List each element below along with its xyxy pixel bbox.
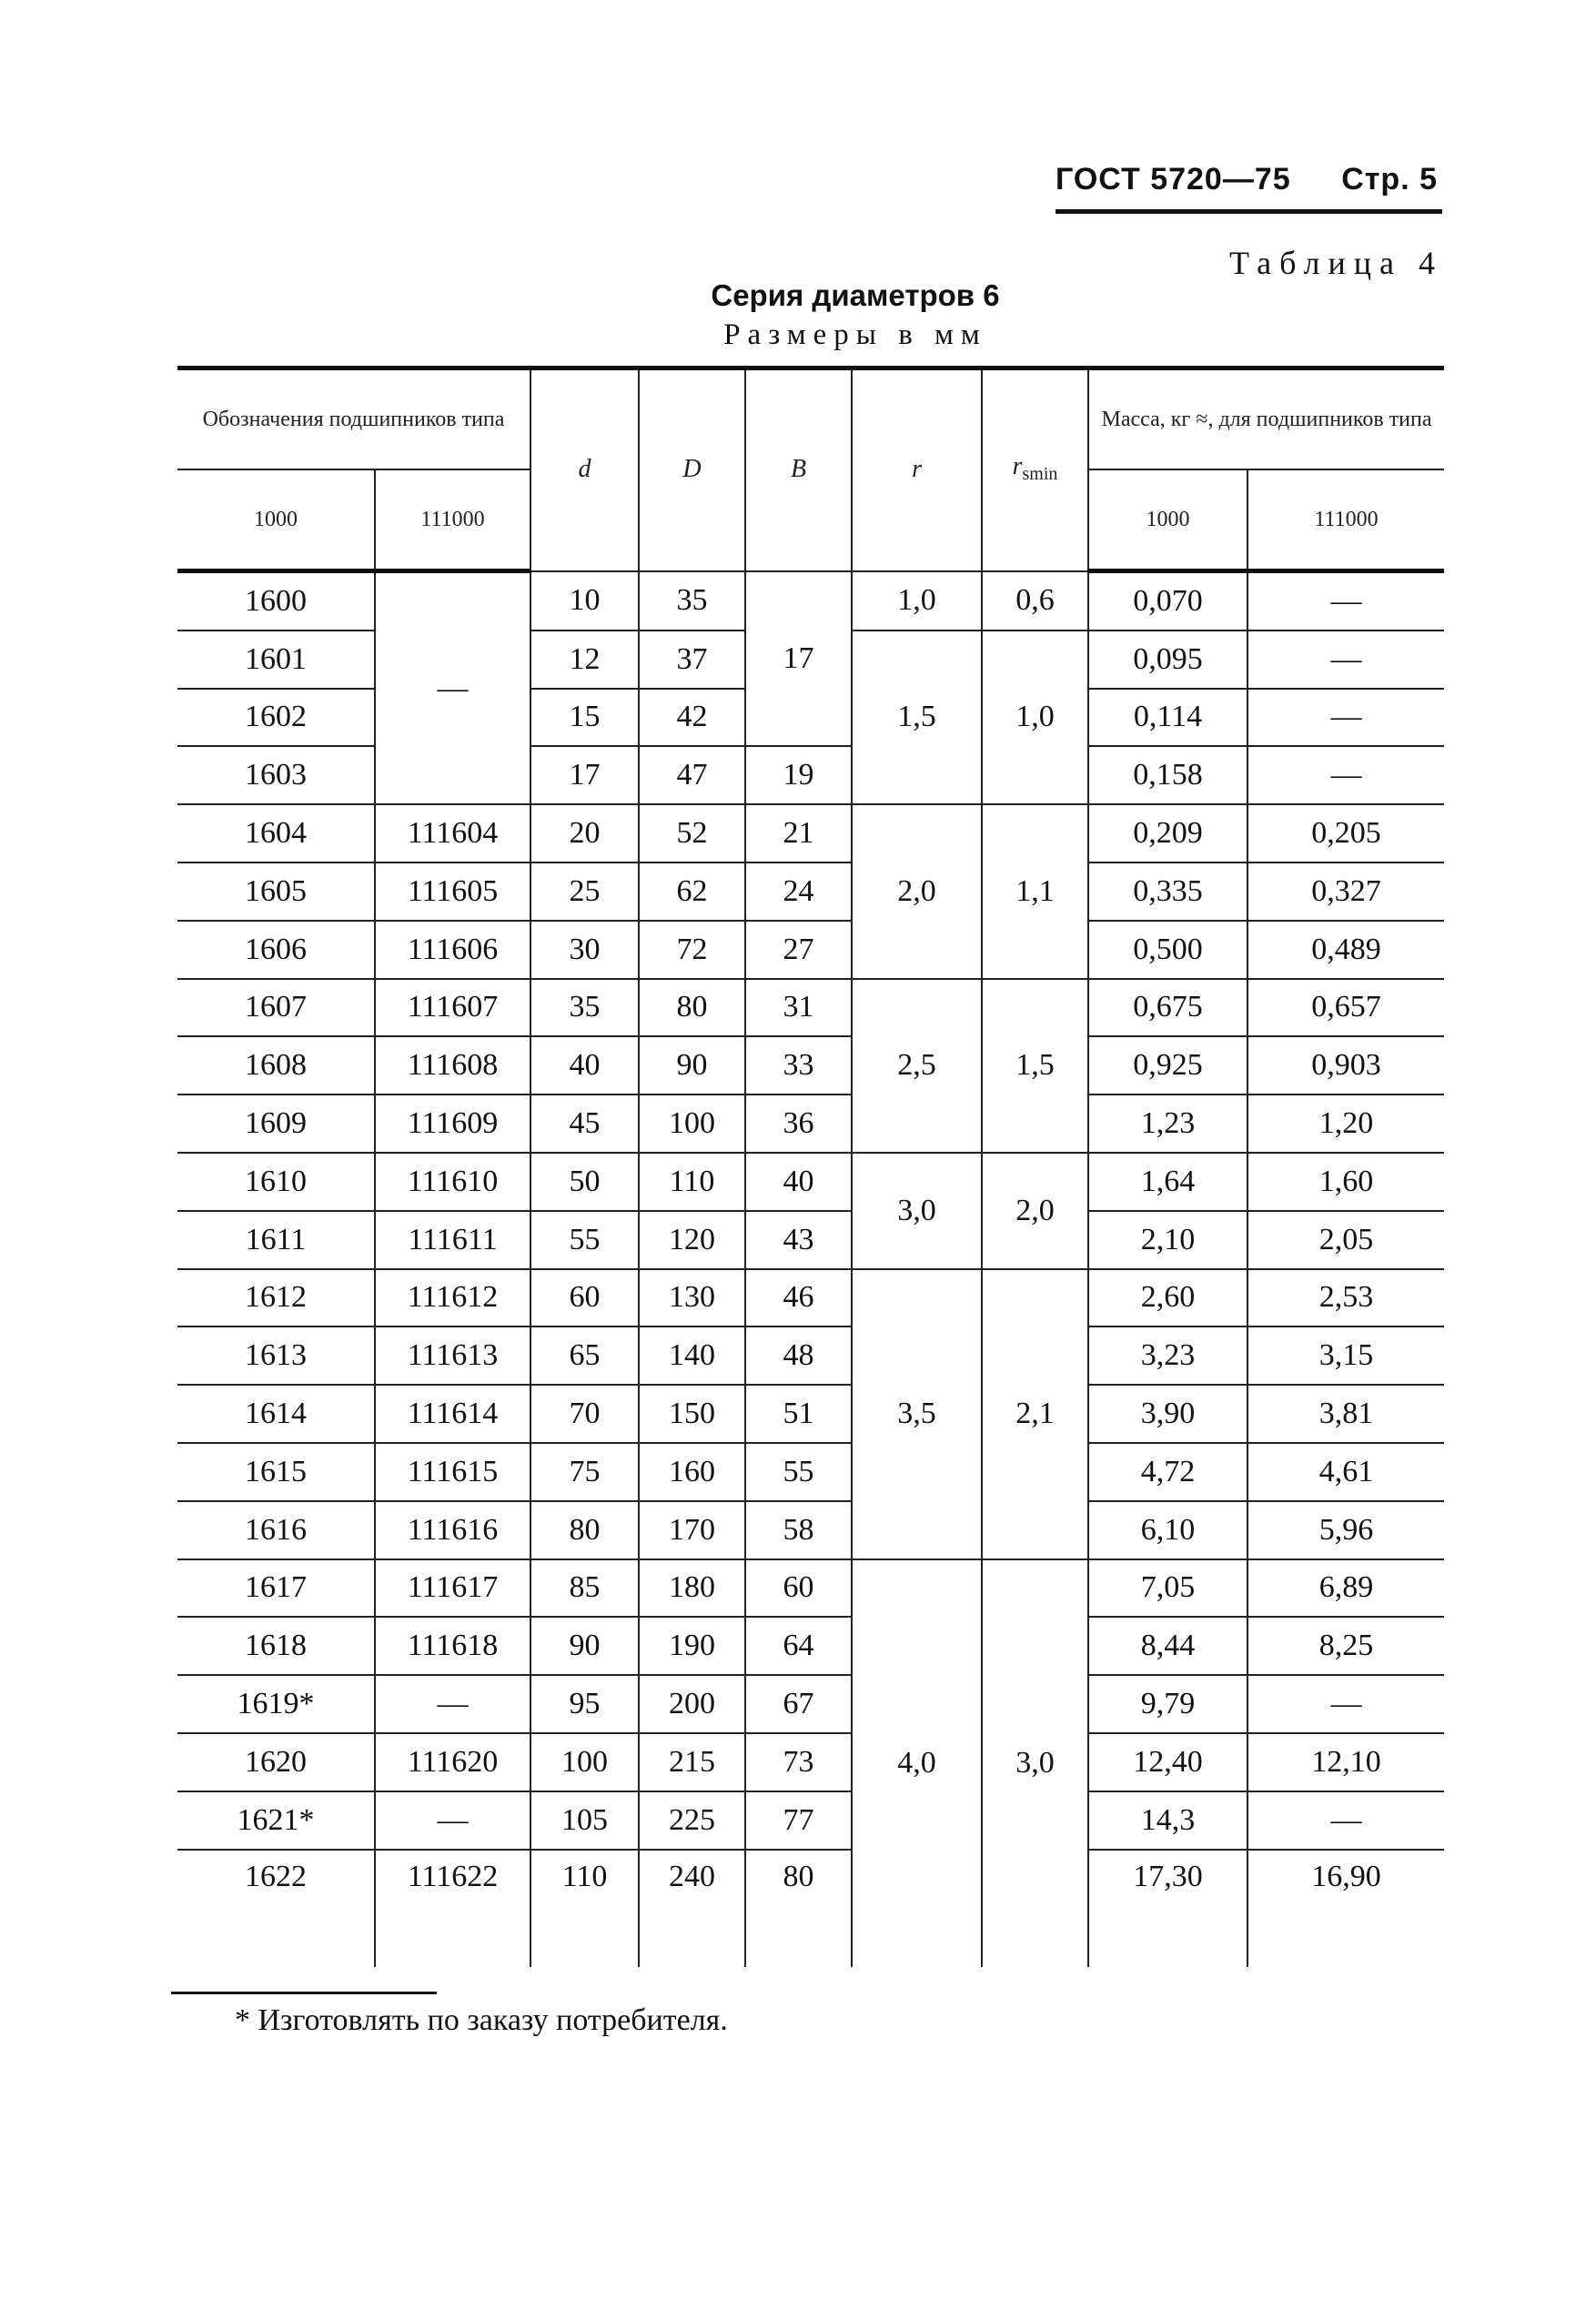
cell-mass2: — — [1248, 1675, 1444, 1733]
cell-type1: 1610 — [177, 1153, 375, 1211]
table-row — [177, 1791, 1444, 1850]
cell-B: 58 — [745, 1501, 852, 1559]
d-symbol: d — [578, 455, 591, 484]
cell-type2: 111611 — [375, 1211, 530, 1269]
cell-mass2: 12,10 — [1248, 1733, 1444, 1791]
table-row — [177, 1269, 1444, 1327]
col-B-header — [745, 368, 852, 571]
cell-mass2: 0,903 — [1248, 1036, 1444, 1095]
cell-type1: 1602 — [177, 689, 375, 747]
cell-d: 20 — [530, 804, 639, 862]
cell-mass1: 0,095 — [1088, 630, 1248, 689]
table-row — [177, 1443, 1444, 1501]
cell-type2: 111606 — [375, 921, 530, 979]
cell-rsmin-merged: 1,5 — [982, 979, 1088, 1153]
cell-type1: 1618 — [177, 1617, 375, 1675]
cell-d: 45 — [530, 1095, 639, 1153]
cell-r: 1,0 — [852, 571, 982, 630]
cell-D: 52 — [639, 804, 745, 862]
cell-type1: 1607 — [177, 979, 375, 1037]
table-row — [177, 1036, 1444, 1095]
cell-type1: 1619* — [177, 1675, 375, 1733]
cell-type2: 111605 — [375, 862, 530, 921]
cell-mass2: 16,90 — [1248, 1850, 1444, 1967]
cell-type1: 1617 — [177, 1559, 375, 1618]
cell-B: 73 — [745, 1733, 852, 1791]
cell-B: 51 — [745, 1385, 852, 1443]
cell-type1: 1612 — [177, 1269, 375, 1327]
cell-B: 67 — [745, 1675, 852, 1733]
cell-d: 105 — [530, 1791, 639, 1850]
cell-D: 72 — [639, 921, 745, 979]
cell-type2: 111612 — [375, 1269, 530, 1327]
cell-D: 200 — [639, 1675, 745, 1733]
table-row — [177, 1211, 1444, 1269]
cell-d: 60 — [530, 1269, 639, 1327]
cell-mass2: — — [1248, 1791, 1444, 1850]
cell-D: 35 — [639, 571, 745, 630]
cell-B: 43 — [745, 1211, 852, 1269]
col-r-header — [852, 368, 982, 571]
cell-type1: 1614 — [177, 1385, 375, 1443]
cell-rsmin-merged: 1,0 — [982, 630, 1088, 804]
cell-type2: 111618 — [375, 1617, 530, 1675]
table-row — [177, 1153, 1444, 1211]
cell-mass2: 8,25 — [1248, 1617, 1444, 1675]
cell-mass1: 3,23 — [1088, 1327, 1248, 1385]
cell-mass1: 1,23 — [1088, 1095, 1248, 1153]
cell-d: 17 — [530, 746, 639, 804]
cell-mass1: 8,44 — [1088, 1617, 1248, 1675]
cell-B: 19 — [745, 746, 852, 804]
cell-D: 62 — [639, 862, 745, 921]
cell-type2: 111616 — [375, 1501, 530, 1559]
cell-type2: 111620 — [375, 1733, 530, 1791]
cell-type2: 111614 — [375, 1385, 530, 1443]
cell-d: 30 — [530, 921, 639, 979]
table-row — [177, 1559, 1444, 1618]
cell-mass1: 0,500 — [1088, 921, 1248, 979]
cell-D: 100 — [639, 1095, 745, 1153]
cell-d: 90 — [530, 1617, 639, 1675]
mass-group-header: Масса, кг ≈, для подшипников типа — [1088, 368, 1444, 470]
cell-D: 110 — [639, 1153, 745, 1211]
cell-mass1: 17,30 — [1088, 1850, 1248, 1967]
page-header — [1056, 162, 1438, 197]
cell-type1: 1606 — [177, 921, 375, 979]
cell-mass2: — — [1248, 746, 1444, 804]
rsmin-subscript: smin — [1022, 463, 1058, 484]
cell-type2: — — [375, 1791, 530, 1850]
cell-type1: 1615 — [177, 1443, 375, 1501]
cell-D: 240 — [639, 1850, 745, 1967]
cell-B: 46 — [745, 1269, 852, 1327]
cell-D: 42 — [639, 689, 745, 747]
cell-type1: 1604 — [177, 804, 375, 862]
cell-type2: 111608 — [375, 1036, 530, 1095]
cell-mass1: 0,209 — [1088, 804, 1248, 862]
cell-D: 190 — [639, 1617, 745, 1675]
col-d-header — [530, 368, 639, 571]
cell-B: 27 — [745, 921, 852, 979]
table-row — [177, 921, 1444, 979]
cell-mass1: 3,90 — [1088, 1385, 1248, 1443]
cell-d: 85 — [530, 1559, 639, 1618]
cell-mass1: 0,070 — [1088, 571, 1248, 630]
footnote: * Изготовлять по заказу потребителя. — [235, 2003, 728, 2037]
cell-mass1: 14,3 — [1088, 1791, 1248, 1850]
cell-D: 160 — [639, 1443, 745, 1501]
cell-d: 55 — [530, 1211, 639, 1269]
cell-mass2: — — [1248, 630, 1444, 689]
table-row — [177, 1617, 1444, 1675]
cell-d: 95 — [530, 1675, 639, 1733]
cell-d: 110 — [530, 1850, 639, 1967]
cell-d: 12 — [530, 630, 639, 689]
table-row — [177, 1385, 1444, 1443]
cell-rsmin-merged: 1,1 — [982, 804, 1088, 978]
bearing-dimensions-table — [177, 366, 1444, 1967]
cell-mass2: 2,53 — [1248, 1269, 1444, 1327]
col-type1-header: 1000 — [177, 469, 375, 571]
cell-type1: 1609 — [177, 1095, 375, 1153]
table-row — [177, 1733, 1444, 1791]
cell-r-merged: 3,5 — [852, 1269, 982, 1559]
cell-mass1: 2,10 — [1088, 1211, 1248, 1269]
cell-rsmin-merged: 2,1 — [982, 1269, 1088, 1559]
cell-rsmin: 0,6 — [982, 571, 1088, 630]
footnote-rule — [171, 1992, 437, 1994]
cell-type1: 1622 — [245, 1859, 307, 1893]
cell-mass2: 6,89 — [1248, 1559, 1444, 1618]
cell-B: 24 — [745, 862, 852, 921]
cell-type2: 111615 — [375, 1443, 530, 1501]
cell-type1: 1611 — [177, 1211, 375, 1269]
cell-d: 75 — [530, 1443, 639, 1501]
cell-r-merged: 2,5 — [852, 979, 982, 1153]
cell-D: 80 — [639, 979, 745, 1037]
cell-B: 77 — [745, 1791, 852, 1850]
table-row — [177, 1675, 1444, 1733]
cell-B: 33 — [745, 1036, 852, 1095]
cell-mass2: 0,489 — [1248, 921, 1444, 979]
cell-mass2: 1,60 — [1248, 1153, 1444, 1211]
cell-d: 10 — [530, 571, 639, 630]
header-rule — [1056, 209, 1442, 214]
cell-B: 55 — [745, 1443, 852, 1501]
cell-B: 64 — [745, 1617, 852, 1675]
cell-type1: 1600 — [177, 571, 375, 630]
cell-mass2: 0,657 — [1248, 979, 1444, 1037]
cell-d: 100 — [530, 1733, 639, 1791]
cell-type2: 111613 — [375, 1327, 530, 1385]
cell-d: 40 — [530, 1036, 639, 1095]
cell-mass1: 0,925 — [1088, 1036, 1248, 1095]
cell-D: 215 — [639, 1733, 745, 1791]
r-symbol: r — [912, 455, 922, 484]
cell-B: 31 — [745, 979, 852, 1037]
table-row — [177, 804, 1444, 862]
cell-B: 80 — [745, 1850, 852, 1967]
table-row — [177, 979, 1444, 1037]
col-rsmin-header — [982, 368, 1088, 571]
cell-mass1: 0,675 — [1088, 979, 1248, 1037]
standard-number: ГОСТ 5720—75 — [1056, 162, 1291, 197]
cell-D: 120 — [639, 1211, 745, 1269]
cell-mass2: 4,61 — [1248, 1443, 1444, 1501]
B-symbol: B — [790, 455, 807, 484]
cell-B-merged: 17 — [745, 571, 852, 747]
cell-mass2: 2,05 — [1248, 1211, 1444, 1269]
table-row — [177, 1501, 1444, 1559]
cell-mass1: 6,10 — [1088, 1501, 1248, 1559]
cell-type2-merged: — — [375, 571, 530, 805]
cell-d: 50 — [530, 1153, 639, 1211]
cell-type1: 1613 — [177, 1327, 375, 1385]
cell-D: 37 — [639, 630, 745, 689]
cell-d: 35 — [530, 979, 639, 1037]
cell-mass1: 2,60 — [1088, 1269, 1248, 1327]
cell-type1: 1620 — [177, 1733, 375, 1791]
col-D-header — [639, 368, 745, 571]
cell-type2: 111609 — [375, 1095, 530, 1153]
cell-d: 15 — [530, 689, 639, 747]
cell-type2: — — [375, 1675, 530, 1733]
cell-mass2: 3,81 — [1248, 1385, 1444, 1443]
table-row — [177, 862, 1444, 921]
cell-mass1: 4,72 — [1088, 1443, 1248, 1501]
cell-type2: 111604 — [375, 804, 530, 862]
cell-D: 130 — [639, 1269, 745, 1327]
cell-mass1: 0,114 — [1088, 689, 1248, 747]
cell-type1: 1605 — [177, 862, 375, 921]
cell-r-merged: 2,0 — [852, 804, 982, 978]
page-number: Стр. 5 — [1341, 162, 1438, 197]
cell-rsmin-merged: 2,0 — [982, 1153, 1088, 1269]
cell-mass2: 0,327 — [1248, 862, 1444, 921]
cell-D: 47 — [639, 746, 745, 804]
cell-D: 90 — [639, 1036, 745, 1095]
cell-type2: 111622 — [375, 1850, 530, 1967]
cell-r-merged: 4,0 — [852, 1559, 982, 1967]
cell-d: 80 — [530, 1501, 639, 1559]
table-row — [177, 1327, 1444, 1385]
cell-D: 150 — [639, 1385, 745, 1443]
cell-type2: 111610 — [375, 1153, 530, 1211]
table-row — [177, 1095, 1444, 1153]
cell-B: 40 — [745, 1153, 852, 1211]
cell-type2: 111617 — [375, 1559, 530, 1618]
cell-d: 25 — [530, 862, 639, 921]
cell-D: 225 — [639, 1791, 745, 1850]
table-row — [177, 571, 1444, 630]
cell-r-merged: 1,5 — [852, 630, 982, 804]
cell-type1: 1603 — [177, 746, 375, 804]
cell-type1: 1601 — [177, 630, 375, 689]
cell-D: 140 — [639, 1327, 745, 1385]
table-row — [177, 746, 1444, 804]
cell-mass2: 5,96 — [1248, 1501, 1444, 1559]
cell-D: 170 — [639, 1501, 745, 1559]
cell-type1: 1608 — [177, 1036, 375, 1095]
cell-mass1: 9,79 — [1088, 1675, 1248, 1733]
col-mass2-header: 111000 — [1248, 469, 1444, 571]
cell-B: 21 — [745, 804, 852, 862]
cell-mass1: 7,05 — [1088, 1559, 1248, 1618]
cell-rsmin-merged: 3,0 — [982, 1559, 1088, 1967]
table-row — [177, 1850, 1444, 1967]
table-label: Таблица 4 — [1229, 245, 1443, 281]
cell-type2: 111607 — [375, 979, 530, 1037]
cell-mass1: 1,64 — [1088, 1153, 1248, 1211]
series-title: Серия диаметров 6 — [711, 278, 1000, 312]
cell-d: 65 — [530, 1327, 639, 1385]
cell-B: 36 — [745, 1095, 852, 1153]
col-mass1-header: 1000 — [1088, 469, 1248, 571]
cell-r-merged: 3,0 — [852, 1153, 982, 1269]
units-caption: Размеры в мм — [723, 318, 987, 351]
cell-mass2: — — [1248, 689, 1444, 747]
cell-mass1: 12,40 — [1088, 1733, 1248, 1791]
designation-group-header: Обозначения подшипников типа — [177, 368, 530, 470]
cell-D: 180 — [639, 1559, 745, 1618]
cell-mass2: 3,15 — [1248, 1327, 1444, 1385]
cell-mass2: 1,20 — [1248, 1095, 1444, 1153]
cell-mass2: 0,205 — [1248, 804, 1444, 862]
rsmin-symbol: r — [1012, 451, 1023, 480]
col-type2-header: 111000 — [375, 469, 530, 571]
cell-type1: 1616 — [177, 1501, 375, 1559]
cell-B: 48 — [745, 1327, 852, 1385]
D-symbol: D — [682, 455, 702, 484]
cell-d: 70 — [530, 1385, 639, 1443]
cell-mass1: 0,158 — [1088, 746, 1248, 804]
cell-B: 60 — [745, 1559, 852, 1618]
cell-mass2: — — [1248, 571, 1444, 630]
cell-type1: 1621* — [177, 1791, 375, 1850]
cell-mass1: 0,335 — [1088, 862, 1248, 921]
